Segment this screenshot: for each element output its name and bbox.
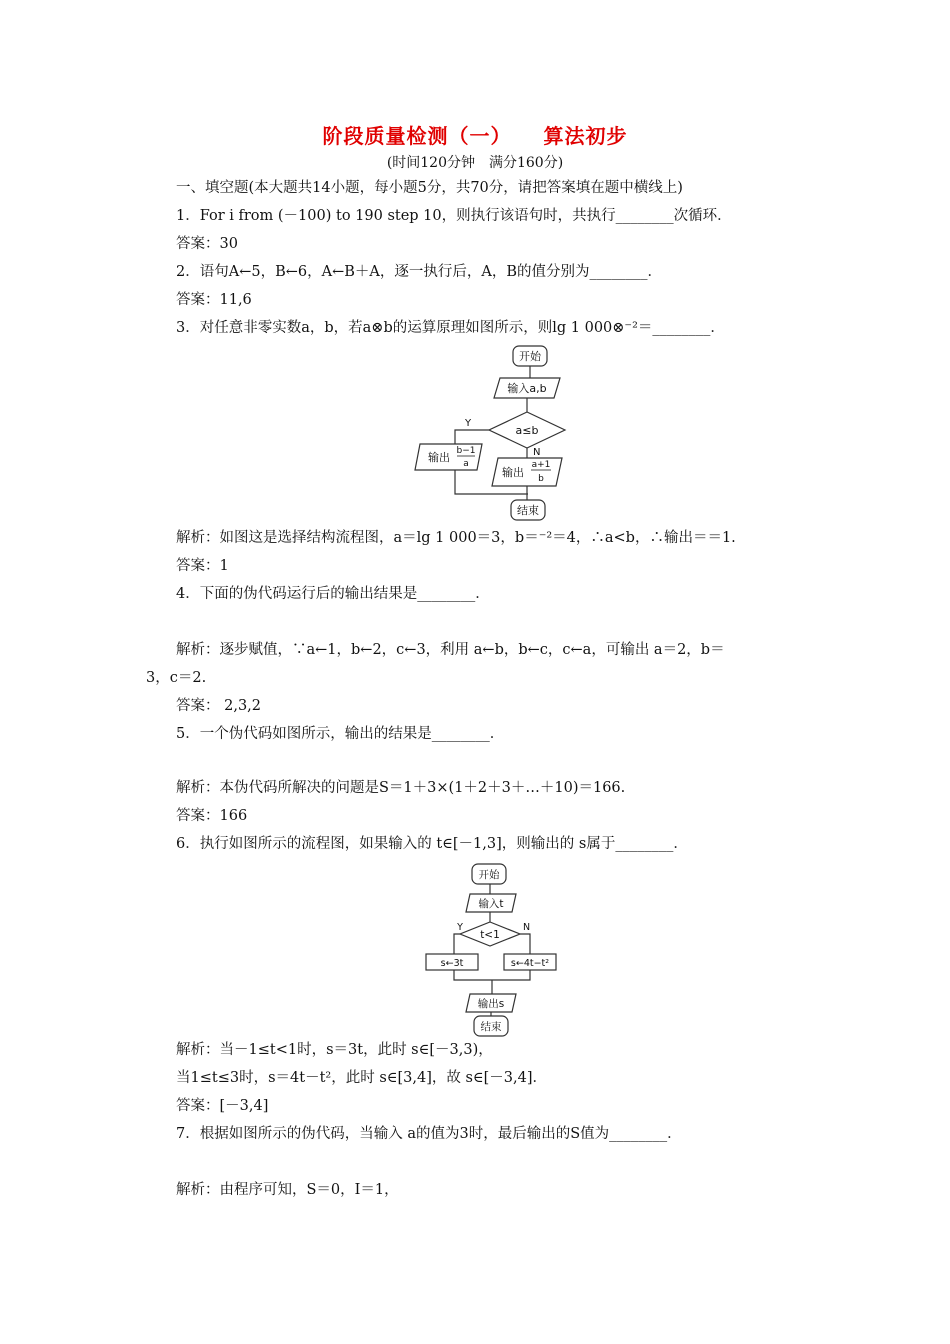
page-title: 阶段质量检测（一） 算法初步: [322, 124, 628, 148]
question-5: 5．一个伪代码如图所示，输出的结果是________．: [176, 726, 505, 742]
fc1-condition-text: a≤b: [515, 424, 539, 437]
solution-3: 解析：如图这是选择结构流程图，a＝lg 1 000＝3，b＝⁻²＝4，∴a<b，∴输出＝＝1.: [176, 530, 736, 546]
fc2-condition-text: t<1: [480, 929, 500, 941]
fc1-no-label: N: [533, 447, 541, 458]
solution-6-line-1: 解析：当－1≤t<1时，s＝3t，此时 s∈[－3,3)，: [176, 1042, 493, 1058]
fc1-out-right-label: 输出: [502, 466, 524, 479]
answer-5: 答案：166: [176, 808, 248, 824]
fc2-no-label: N: [523, 922, 531, 933]
solution-4-line-2: 3，c＝2.: [146, 670, 207, 686]
answer-2: 答案：11,6: [176, 292, 252, 308]
fc1-out-right-den: b: [538, 474, 544, 484]
question-3: 3．对任意非零实数a，b，若a⊗b的运算原理如图所示，则lg 1 000⊗⁻²＝________．: [176, 320, 725, 336]
solution-7: 解析：由程序可知，S＝0，I＝1，: [176, 1182, 399, 1198]
fc2-left-assign-text: s←3t: [440, 958, 464, 969]
fc1-out-left-label: 输出: [428, 451, 450, 464]
fc1-out-left-den: a: [463, 459, 469, 469]
fc1-yes-label: Y: [464, 418, 472, 429]
fc2-start-text: 开始: [478, 869, 500, 881]
page-subtitle: (时间120分钟 满分160分): [386, 155, 564, 171]
answer-6: 答案：[－3,4]: [176, 1098, 269, 1114]
solution-4-line-1: 解析：逐步赋值，∵a←1，b←2，c←3，利用 a←b，b←c，c←a，可输出 a＝2，b＝: [176, 642, 725, 658]
fc1-start-text: 开始: [519, 350, 541, 363]
flowchart-1: [410, 342, 580, 524]
answer-1: 答案：30: [176, 236, 238, 252]
question-1: 1．For i from (－100) to 190 step 10，则执行该语句时，共执行________次循环．: [176, 208, 732, 224]
fc2-output-text: 输出s: [477, 998, 505, 1010]
solution-6-line-2: 当1≤t≤3时，s＝4t－t²，此时 s∈[3,4]，故 s∈[－3,4]．: [176, 1070, 548, 1086]
section-heading: 一、填空题(本大题共14小题，每小题5分，共70分，请把答案填在题中横线上): [176, 180, 683, 196]
answer-3: 答案：1: [176, 558, 229, 574]
fc1-out-left-num: b−1: [456, 446, 476, 456]
question-4: 4．下面的伪代码运行后的输出结果是________．: [176, 586, 490, 602]
fc2-input-text: 输入t: [478, 898, 504, 910]
question-6: 6．执行如图所示的流程图，如果输入的 t∈[－1,3]，则输出的 s属于________．: [176, 836, 688, 852]
fc2-right-assign-text: s←4t−t²: [510, 958, 550, 969]
question-2: 2．语句A←5，B←6，A←B＋A，逐一执行后，A，B的值分别为________．: [176, 264, 662, 280]
answer-4: 答案： 2,3,2: [176, 698, 262, 714]
flowchart-2: [420, 858, 570, 1038]
fc1-out-right-num: a+1: [531, 460, 551, 470]
fc2-yes-label: Y: [457, 922, 463, 933]
question-7: 7．根据如图所示的伪代码，当输入 a的值为3时，最后输出的S值为________．: [176, 1126, 682, 1142]
fc1-end-text: 结束: [517, 504, 539, 517]
fc1-input-text: 输入a,b: [507, 382, 547, 395]
fc2-end-text: 结束: [480, 1021, 502, 1033]
solution-5: 解析：本伪代码所解决的问题是S＝1＋3×(1＋2＋3＋…＋10)＝166.: [176, 780, 626, 796]
